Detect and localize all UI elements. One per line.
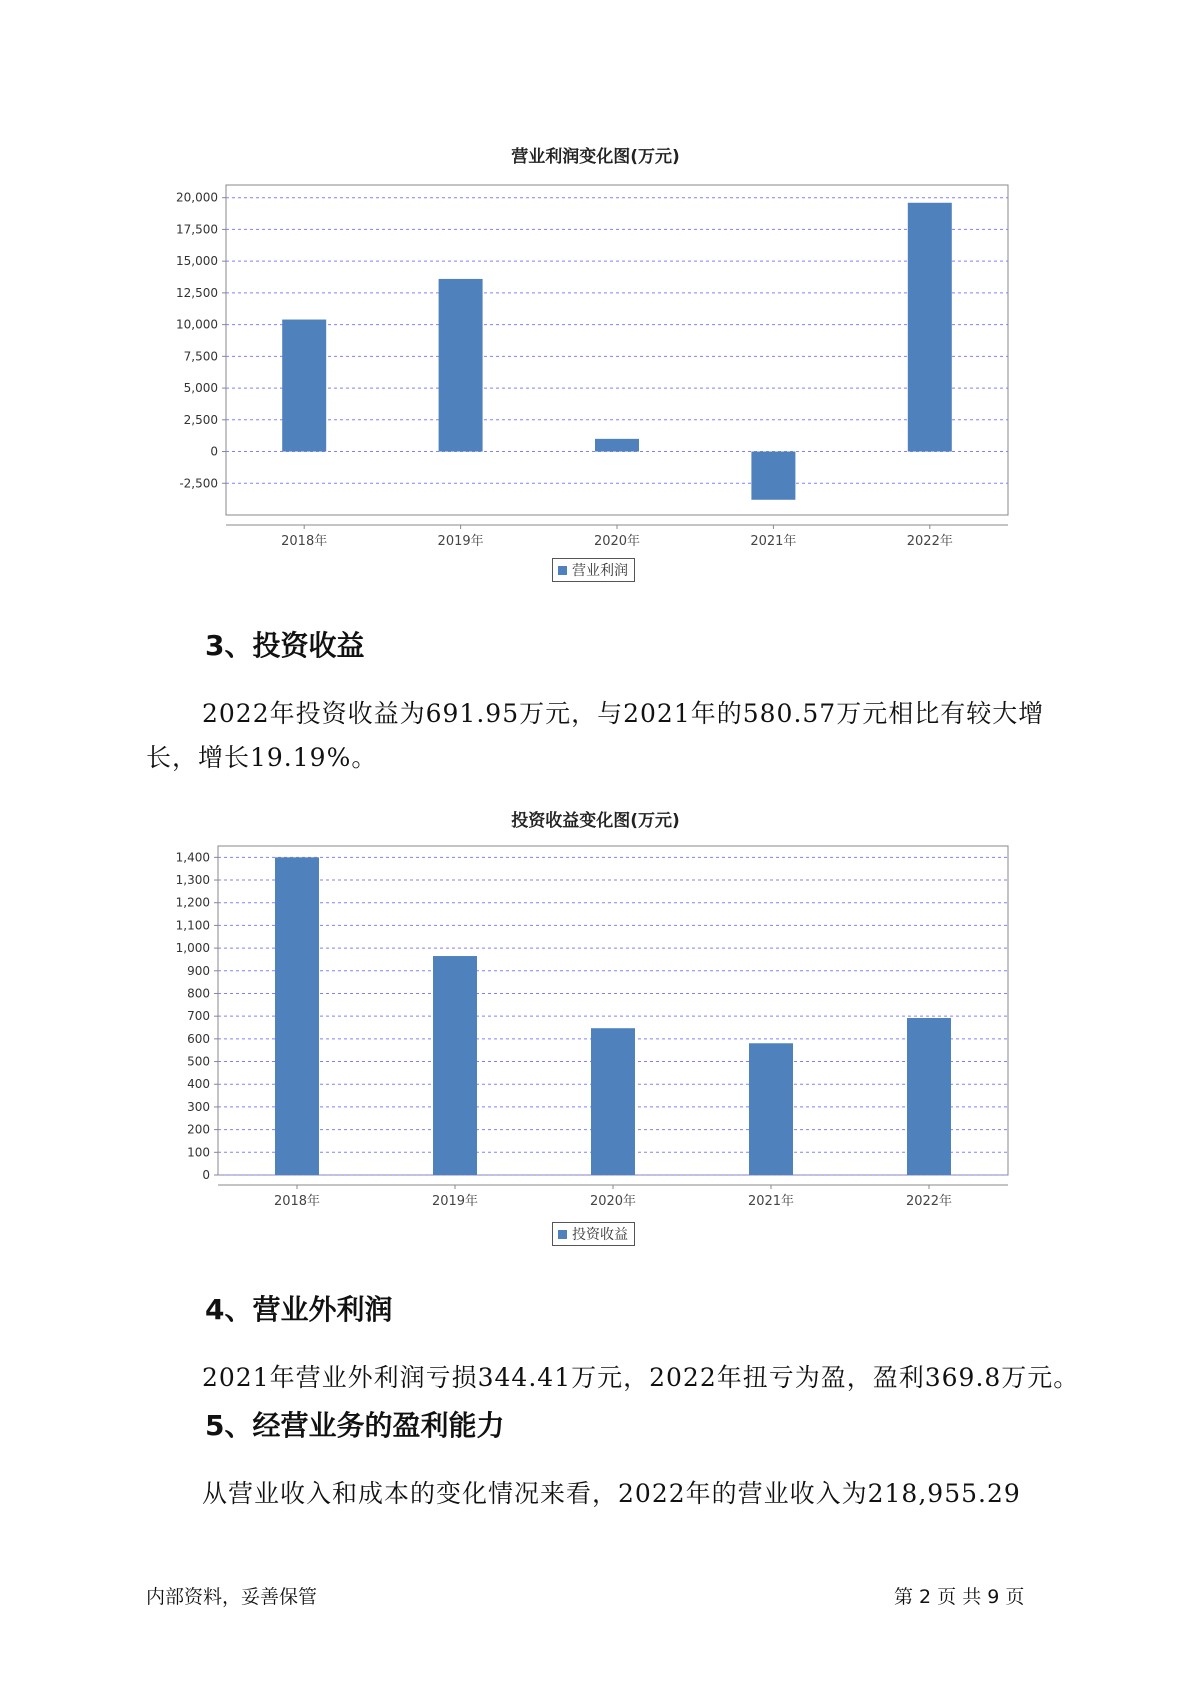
- y-tick-label: 5,000: [183, 381, 218, 396]
- x-tick-label: 2022年: [905, 1194, 953, 1209]
- section-3-heading: 3、投资收益: [205, 629, 365, 662]
- bar: [907, 1018, 951, 1175]
- section-4-heading: 4、营业外利润: [205, 1293, 393, 1326]
- x-tick-label: 2019年: [437, 534, 484, 549]
- chart1-legend-label: 营业利润: [572, 563, 628, 579]
- y-tick-label: 100: [187, 1145, 210, 1160]
- y-tick-label: 10,000: [176, 317, 218, 332]
- bar: [275, 857, 319, 1175]
- y-tick-label: 12,500: [176, 285, 218, 300]
- x-tick-label: 2020年: [593, 534, 641, 549]
- x-tick-label: 2018年: [273, 1194, 321, 1209]
- y-tick-label: 900: [187, 963, 210, 978]
- x-tick-label: 2020年: [589, 1194, 637, 1209]
- y-tick-label: 800: [187, 986, 210, 1001]
- y-tick-label: 1,000: [175, 941, 210, 956]
- bar: [749, 1043, 793, 1175]
- chart2-legend-label: 投资收益: [572, 1227, 628, 1243]
- y-tick-label: 700: [187, 1009, 210, 1024]
- x-tick-label: 2018年: [281, 534, 328, 549]
- footer-page-number: 第 2 页 共 9 页: [894, 1586, 1025, 1608]
- section-3-paragraph-line1: 2022年投资收益为691.95万元，与2021年的580.57万元相比有较大增: [202, 699, 1045, 728]
- y-tick-label: 0: [210, 444, 218, 459]
- y-tick-label: 300: [187, 1099, 210, 1114]
- y-tick-label: 7,500: [183, 349, 218, 364]
- x-tick-label: 2021年: [750, 534, 797, 549]
- chart2-title: 投资收益变化图(万元): [511, 811, 680, 831]
- x-tick-label: 2021年: [747, 1194, 795, 1209]
- bar: [433, 956, 477, 1175]
- y-tick-label: 20,000: [176, 190, 218, 205]
- y-tick-label: 17,500: [176, 222, 218, 237]
- y-tick-label: 400: [187, 1077, 210, 1092]
- y-tick-label: 500: [187, 1054, 210, 1069]
- x-tick-label: 2022年: [906, 534, 953, 549]
- y-tick-label: 600: [187, 1031, 210, 1046]
- footer-confidential-note: 内部资料，妥善保管: [146, 1586, 318, 1608]
- section-3-paragraph-line2: 长，增长19.19%。: [146, 743, 378, 772]
- bar: [591, 1028, 635, 1175]
- section-5-paragraph: 从营业收入和成本的变化情况来看，2022年的营业收入为218,955.29: [202, 1479, 1021, 1508]
- y-tick-label: -2,500: [179, 476, 218, 491]
- section-4-paragraph: 2021年营业外利润亏损344.41万元，2022年扭亏为盈，盈利369.8万元。: [202, 1363, 1080, 1392]
- y-tick-label: 1,200: [175, 895, 210, 910]
- y-tick-label: 1,300: [175, 873, 210, 888]
- y-tick-label: 15,000: [176, 254, 218, 269]
- chart2-legend: [552, 1222, 635, 1246]
- y-tick-label: 200: [187, 1122, 210, 1137]
- legend-swatch: [558, 1230, 567, 1239]
- x-tick-label: 2019年: [431, 1194, 479, 1209]
- y-tick-label: 1,400: [175, 850, 210, 865]
- y-tick-label: 0: [202, 1168, 210, 1182]
- chart1-title: 营业利润变化图(万元): [511, 147, 680, 167]
- section-5-heading: 5、经营业务的盈利能力: [205, 1409, 505, 1442]
- y-tick-label: 1,100: [175, 918, 210, 933]
- y-tick-label: 2,500: [183, 412, 218, 427]
